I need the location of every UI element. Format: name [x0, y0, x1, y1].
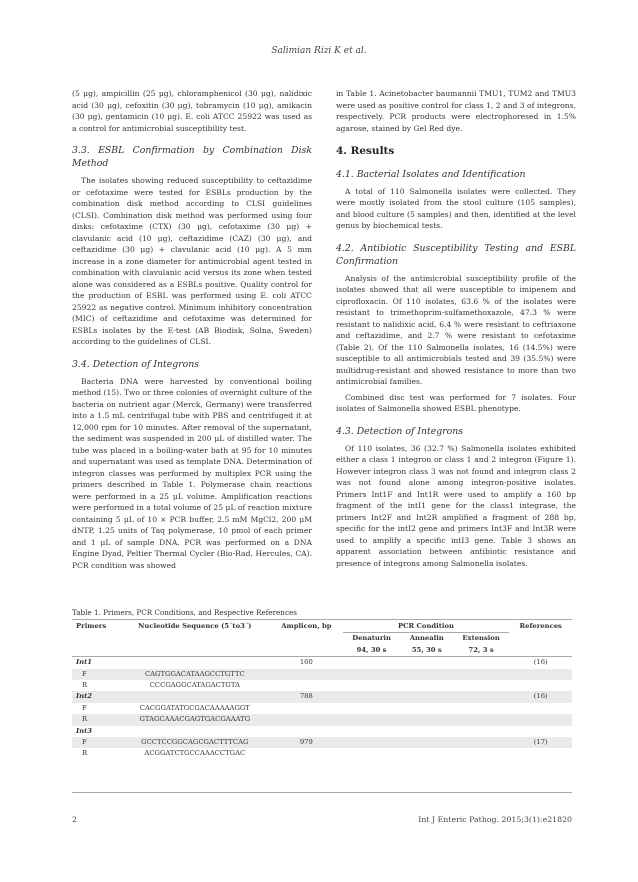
- cell-empty: [453, 657, 510, 669]
- cell-empty: [343, 726, 401, 737]
- cell-empty: [401, 669, 453, 680]
- cell-a: 979: [299, 738, 313, 747]
- cell-empty: [453, 714, 510, 725]
- cell-r: [509, 714, 572, 725]
- col-header-primers: Primers: [76, 622, 107, 631]
- cell-empty: [343, 737, 401, 748]
- cell-empty: [453, 737, 510, 748]
- primers-table: [72, 621, 572, 760]
- cell-empty: [343, 714, 401, 725]
- cell-s: [119, 691, 270, 702]
- denaturation-condition: 94, 30 s: [356, 645, 387, 654]
- journal-citation: Int J Enteric Pathog. 2015;3(1):e21820: [418, 815, 572, 824]
- section-heading: 4. Results: [336, 145, 395, 157]
- paragraph: (5 μg), ampicillin (25 μg), chloramphenicol (30 μg), nalidixic acid (30 μg), cefoxitin (30 μg), tobramycin (10 μg), amikacin (30 μg), gentamicin (10 μg). E. coli ATCC 25922 was used as a control for antimicrobial susceptibility test.: [72, 89, 312, 133]
- table-row: [72, 714, 572, 725]
- cell-r: (16): [533, 692, 548, 701]
- cell-empty: [401, 737, 453, 748]
- cell-p: Int1: [76, 658, 92, 667]
- cell-p: R: [82, 749, 88, 758]
- table-row: [72, 748, 572, 759]
- paragraph: Combined disc test was performed for 7 isolates. Four isolates of Salmonella showed ESBL phenotype.: [336, 392, 576, 413]
- cell-empty: [343, 691, 401, 702]
- cell-empty: [401, 748, 453, 759]
- cell-a: [270, 680, 342, 691]
- cell-s: [119, 657, 270, 669]
- cell-empty: [343, 669, 401, 680]
- cell-s: [119, 726, 270, 737]
- col-header-amplicon: Amplicon, bp: [281, 622, 332, 631]
- table-row: [72, 703, 572, 714]
- table-bottom-rule: [72, 792, 572, 793]
- cell-empty: [453, 669, 510, 680]
- paragraph: A total of 110 Salmonella isolates were collected. They were mostly isolated from the stool culture (105 samples), and blood culture (5 samples) and then, identified at the level genus by biochemical tests.: [336, 186, 576, 230]
- subheader-denaturation: Denaturin: [352, 634, 391, 643]
- cell-a: [270, 714, 342, 725]
- table-subheader-values-row: [72, 645, 572, 657]
- cell-a: 788: [299, 692, 313, 701]
- cell-empty: [401, 691, 453, 702]
- cell-s: CCCGAGGCATAGACTGTA: [149, 681, 240, 690]
- cell-a: 160: [299, 658, 313, 667]
- table-row: [72, 669, 572, 680]
- cell-empty: [401, 657, 453, 669]
- cell-empty: [453, 680, 510, 691]
- left-column: [72, 88, 312, 575]
- cell-p: F: [82, 738, 87, 747]
- section-heading: 3.4. Detection of Integrons: [72, 358, 199, 370]
- table-header-row: [72, 621, 572, 633]
- right-column: [336, 88, 576, 573]
- cell-r: [509, 748, 572, 759]
- cell-r: [509, 680, 572, 691]
- table-caption: Table 1. Primers, PCR Conditions, and Respective References: [72, 608, 297, 617]
- table-subheader-row: [72, 633, 572, 645]
- cell-empty: [453, 748, 510, 759]
- cell-empty: [343, 703, 401, 714]
- cell-empty: [453, 726, 510, 737]
- cell-s: GCCTCCGGCAGCGACTTTCAG: [141, 738, 249, 747]
- cell-empty: [401, 726, 453, 737]
- section-heading: 4.2. Antibiotic Susceptibility Testing and ESBL Confirmation: [336, 242, 576, 267]
- cell-r: (17): [533, 738, 548, 747]
- section-heading: 4.3. Detection of Integrons: [336, 425, 463, 437]
- cell-r: [509, 703, 572, 714]
- cell-a: [270, 669, 342, 680]
- cell-empty: [401, 714, 453, 725]
- cell-p: R: [82, 715, 88, 724]
- cell-empty: [401, 703, 453, 714]
- cell-p: F: [82, 703, 87, 712]
- paragraph: Bacteria DNA were harvested by conventional boiling method (15). Two or three colonies of overnight culture of the bacteria on nutrient agar (Merck, Germany) were transferred into a 1.5 mL centrifugal tube with PBS and centrifuged it at 12,000 rpm for 10 minutes. After removal of the supernatant, the sediment was suspended in 200 μL of distilled water. The tube was placed in a boiling-water bath at 95 for 10 minutes and supernatant was used as template DNA. Determination of integron classes was performed by multiplex PCR using the primers described in Table 1. Polymerase chain reactions were performed in a 25 μL volume. Amplification reactions were performed in a total volume of 25 μL of reaction mixture containing 5 μL of 10 × PCR buffer, 2.5 mM MgCl2, 200 μM dNTP, 1.25 units of Taq polymerase, 10 pmol of each primer and 1 μL of sample DNA. PCR was performed on a DNA Engine Dyad, Peltier Thermal Cycler (Bio-Rad, Hercules, CA). PCR condition was showed: [72, 376, 312, 570]
- cell-empty: [343, 748, 401, 759]
- cell-p: Int2: [76, 692, 92, 701]
- paragraph: in Table 1. Acinetobacter baumannii TMU1, TUM2 and TMU3 were used as positive control for class 1, 2 and 3 of integrons, respectively. PCR products were electrophoresed in 1.5% agarose, stained by Gel Red dye.: [336, 89, 576, 133]
- cell-r: [509, 726, 572, 737]
- annealing-condition: 55, 30 s: [411, 645, 442, 654]
- col-header-references: References: [519, 622, 562, 631]
- cell-s: CACGGATATGCGACAAAAAGGT: [139, 703, 250, 712]
- table-top-rule: [72, 619, 572, 620]
- cell-empty: [401, 680, 453, 691]
- running-header: Salimian Rizi K et al.: [271, 46, 367, 56]
- section-heading: 3.3. ESBL Confirmation by Combination Disk Method: [72, 145, 312, 169]
- cell-r: (16): [533, 658, 548, 667]
- page-number: 2: [72, 815, 77, 824]
- paragraph: Of 110 isolates, 36 (32.7 %) Salmonella isolates exhibited either a class 1 integron or class 1 and 2 integron (Figure 1). However integron class 3 was not found and integron class 2 was not found alone among integron-positive isolates. Primers Int1F and Int1R were used to amplify a 160 bp fragment of the intI1 gene for the class1 integrase, the primers Int2F and Int2R amplified a fragment of 288 bp, specific for the intI2 gene and primers Int3F and Int3R were used to amplify a specific intI3 gene. Table 3 shows an apparent association between antibiotic resistance and presence of integrons among Salmonella isolates.: [336, 443, 576, 568]
- col-header-pcr: PCR Condition: [343, 621, 510, 633]
- subheader-annealing: Annealin: [409, 634, 444, 643]
- section-heading: 4.1. Bacterial Isolates and Identification: [336, 168, 526, 180]
- paragraph: Analysis of the antimicrobial susceptibility profile of the isolates showed that all were susceptible to imipenem and ciprofloxacin. Of 110 isolates, 63.6 % of the isolates were resistant to trimethoprim-sulfamethoxazole, 47.3 % were resistant to nalidixic acid, 6.4 % were resistant to ceftriaxone and ceftazidime, and 2.7 % were resistant to cefotaxime (Table 2). Of the 110 Salmonella isolates, 16 (14.5%) were susceptible to all antimicrobials tested and 39 (35.5%) were multidrug-resistant and showed resistance to more than two antimicrobial families.: [336, 273, 576, 386]
- cell-r: [509, 669, 572, 680]
- extension-condition: 72, 3 s: [468, 645, 494, 654]
- cell-a: [270, 703, 342, 714]
- cell-p: R: [82, 681, 88, 690]
- cell-s: CAGTGGACATAAGCCTGTTC: [144, 669, 245, 678]
- cell-empty: [453, 691, 510, 702]
- cell-s: GTAGCAAACGAGTGACGAAATG: [139, 715, 251, 724]
- cell-a: [270, 726, 342, 737]
- cell-empty: [343, 680, 401, 691]
- cell-p: Int3: [76, 726, 92, 735]
- table-row: [72, 657, 572, 669]
- subheader-extension: Extension: [462, 634, 500, 643]
- cell-a: [270, 748, 342, 759]
- cell-empty: [343, 657, 401, 669]
- cell-empty: [453, 703, 510, 714]
- table-row: [72, 691, 572, 702]
- cell-p: F: [82, 669, 87, 678]
- table-row: [72, 726, 572, 737]
- col-header-sequence: Nucleotide Sequence (5´to3´): [138, 622, 252, 631]
- paragraph: The isolates showing reduced susceptibility to ceftazidime or cefotaxime were tested for ESBLs production by the combination disk method according to CLSI guidelines (CLSI). Combination disk method was performed using four disks: cefotaxime (CTX) (30 μg), cefotaxime (30 μg) + clavulanic acid (10 μg), ceftazidime (CAZ) (30 μg), and ceftazidime (30 μg) + clavulanic acid (10 μg). A 5 mm increase in a zone diameter for antimicrobial agent tested in combination with clavulanic acid versus its zone when tested alone was considered as a ESBLs positive. Quality control for the production of ESBL was performed using E. coli ATCC 25922 as negative control. Minimum inhibitory concentration (MIC) of ceftazidime and cefotaxime was determined for ESBLs isolates by the E-test (AB Biodisk, Solna, Sweden) according to the guidelines of CLSI.: [72, 176, 312, 346]
- table-row: [72, 680, 572, 691]
- cell-s: ACGGATCTGCCAAACCTGAC: [144, 749, 246, 758]
- table-row: [72, 737, 572, 748]
